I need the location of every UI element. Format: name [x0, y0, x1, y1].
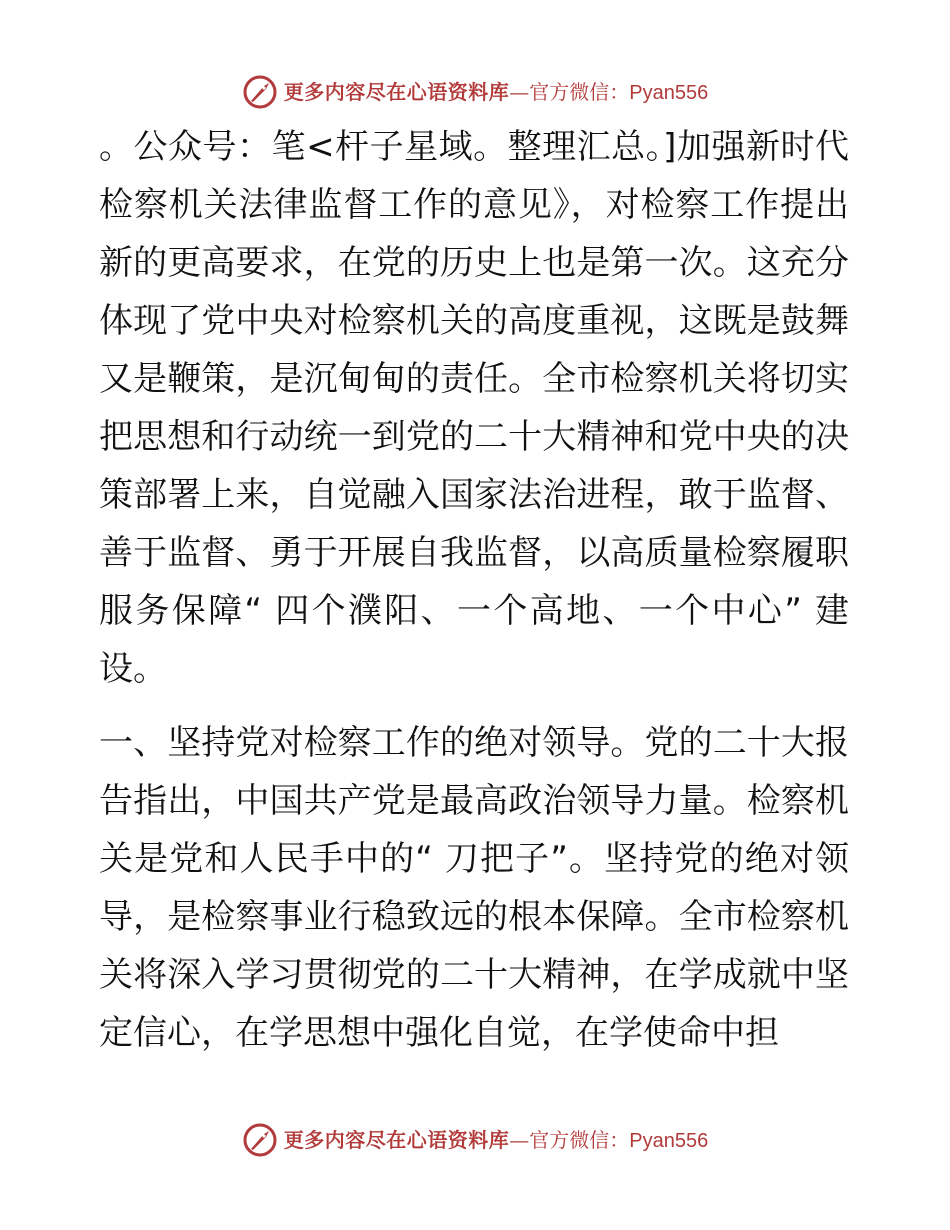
- document-body: [99, 118, 849, 1062]
- watermark-separator: —: [509, 1127, 530, 1152]
- watermark-wechat-id: Pyan556: [629, 81, 709, 104]
- footer-watermark: [0, 1120, 950, 1160]
- pen-nib-logo-icon: [242, 74, 278, 110]
- pen-nib-logo-icon: [242, 1122, 278, 1158]
- header-watermark: [0, 72, 950, 112]
- watermark-wechat-id: Pyan556: [629, 1129, 709, 1152]
- watermark-text: [284, 1120, 708, 1161]
- watermark-text: [284, 72, 708, 113]
- paragraph-2: 一、坚持党对检察工作的绝对领导。党的二十大报告指出，中国共产党是最高政治领导力量。检察机关是党和人民手中的“ 刀把子”。坚持党的绝对领导，是检察事业行稳致远的根本保障。全市检察机关将深入学习贯彻党的二十大精神，在学成就中坚定信心，在学思想中强化自觉，在学使命中担: [99, 723, 849, 1053]
- watermark-site-text: 更多内容尽在心语资料库: [283, 79, 510, 104]
- watermark-wechat-label: 官方微信：: [529, 79, 630, 104]
- watermark-separator: —: [509, 79, 530, 104]
- watermark-wechat-label: 官方微信：: [529, 1127, 630, 1152]
- watermark-site-text: 更多内容尽在心语资料库: [283, 1127, 510, 1152]
- paragraph-1: 。公众号：笔<杆子星域。整理汇总。]加强新时代检察机关法律监督工作的意见》，对检察工作提出新的更高要求，在党的历史上也是第一次。这充分体现了党中央对检察机关的高度重视，这既是鼓舞又是鞭策，是沉甸甸的责任。全市检察机关将切实把思想和行动统一到党的二十大精神和党中央的决策部署上来，自觉融入国家法治进程，敢于监督、善于监督、勇于开展自我监督，以高质量检察履职服务保障“ 四个濮阳、一个高地、一个中心” 建设。: [99, 127, 849, 689]
